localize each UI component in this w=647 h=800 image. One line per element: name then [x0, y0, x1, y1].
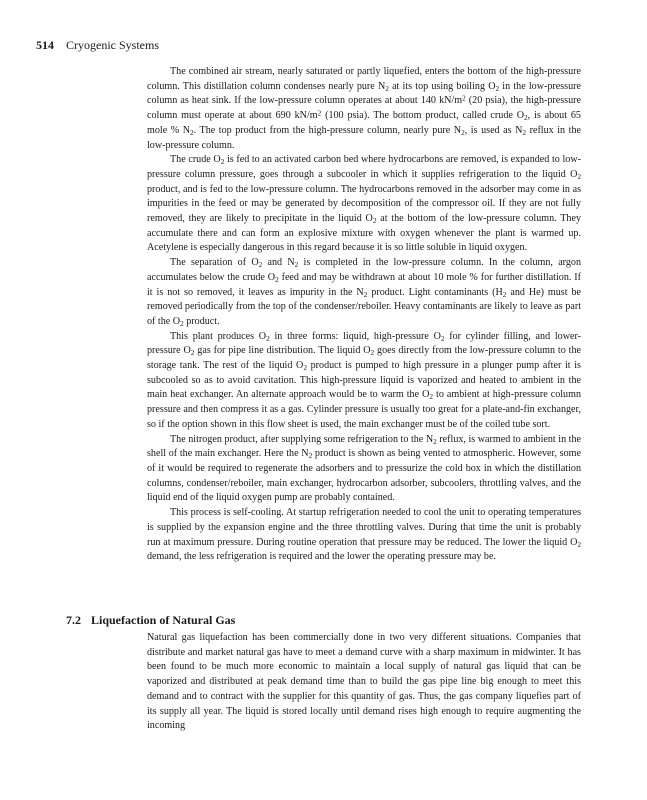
subscript: 2	[190, 128, 194, 137]
paragraph	[147, 65, 581, 153]
text-run: at its top using boiling O	[388, 80, 496, 92]
subscript: 2	[524, 113, 528, 122]
paragraph	[147, 153, 581, 256]
superscript: 2	[462, 94, 466, 103]
paragraph	[147, 256, 581, 330]
text-run: reflux, is warmed to ambient in the shell of the main exchanger. Here the N	[147, 433, 582, 460]
text-run: and N	[262, 257, 295, 269]
subscript: 2	[370, 349, 375, 358]
subscript: 2	[385, 84, 389, 93]
text-run: , is used as N	[464, 124, 523, 136]
text-run: (100 psia). The bottom product, called crude O	[321, 110, 524, 122]
text-run: This plant produces O	[170, 330, 267, 342]
text-run: The separation of O	[170, 257, 259, 269]
subscript: 2	[266, 334, 270, 343]
subscript: 2	[522, 128, 527, 137]
text-run: in three forms: liquid, high-pressure O	[269, 330, 441, 342]
paragraph	[147, 330, 581, 433]
text-run: to ambient at high-pressure column pressure and then compress it as a gas. Cylinder pressure is usually too great for a plate-and-fin exchanger, so if the option shown in this flow sheet is used, the main exchanger must be of the coiled tube sort.	[147, 389, 581, 430]
subscript: 2	[502, 290, 507, 299]
text-run: product. Light contaminants (H	[367, 286, 503, 298]
subscript: 2	[429, 393, 434, 402]
subscript: 2	[180, 319, 184, 328]
subscript: 2	[258, 260, 263, 269]
section-number: 7.2	[66, 613, 81, 627]
subscript: 2	[294, 260, 299, 269]
text-run: product, and is fed to the low-pressure column. The hydrocarbons removed in the adsorber may come in as impurities in the feed or may be generated by decomposition of the compressor oil. If they are not fully removed, they are likely to precipitate in the liquid O	[147, 183, 581, 225]
text-run: in the low-pressure column as heat sink. If the low-pressure column operates at about 140 kN/m	[147, 80, 581, 107]
subscript: 2	[440, 334, 445, 343]
subscript: 2	[577, 540, 581, 549]
text-run: The nitrogen product, after supplying some refrigeration to the N	[170, 433, 434, 445]
text-run: goes directly from the low-pressure column to the storage tank. The rest of the liquid O	[147, 345, 581, 372]
text-run: and He) must be removed periodically from the top of the condenser/reboiler. Heavy contaminants are likely to leave as part of the O	[147, 286, 581, 327]
subscript: 2	[190, 349, 195, 358]
text-run: is completed in the low-pressure column. In the column, argon accumulates below the crude O	[147, 257, 581, 283]
section-heading	[66, 612, 586, 628]
text-run: demand, the less refrigeration is required and the lower the operating pressure may be.	[147, 551, 496, 563]
subscript: 2	[372, 216, 377, 225]
subscript: 2	[433, 437, 437, 446]
running-title: Cryogenic Systems	[66, 38, 159, 52]
text-run: reflux in the low-pressure column.	[147, 124, 581, 151]
subscript: 2	[363, 290, 368, 299]
page-number: 514	[36, 38, 54, 52]
text-run: (20 psia), the high-pressure column must operate at about 690 kN/m	[147, 95, 581, 122]
text-run: product is pumped to high pressure in a plunger pump after it is subcooled so as to avoid cavitation. This high-pressure liquid is vaporized and heated to ambient in the main heat exchanger. An alternate approach would be to warm the O	[147, 360, 581, 401]
text-run: for cylinder filling, and lower-pressure O	[147, 330, 581, 357]
section-title: Liquefaction of Natural Gas	[91, 613, 236, 627]
text-run: is fed to an activated carbon bed where hydrocarbons are removed, is expanded to low-pressure column pressure, goes through a subcooler in which it supplies refrigeration to the liquid O	[147, 154, 581, 180]
text-run: product.	[183, 315, 220, 327]
subscript: 2	[308, 452, 313, 461]
text-run: This process is self-cooling. At startup refrigeration needed to cool the unit to operating temperatures is supplied by the expansion engine and the three throttling valves. During that time the unit is probably run at maximum pressure. During routine operation that pressure may be reduced. The lower the liquid O	[147, 507, 581, 548]
text-run: The crude O	[170, 154, 221, 166]
subscript: 2	[577, 172, 581, 181]
paragraph	[147, 433, 581, 507]
text-run: . The top product from the high-pressure column, nearly pure N	[193, 124, 462, 136]
subscript: 2	[275, 275, 279, 284]
text-run: at the bottom of the low-pressure column. They accumulate there and can form an explosive mixture with oxygen whenever the plant is warmed up. Acetylene is especially dangerous in this regard because it is so little soluble in liquid oxygen.	[147, 213, 581, 254]
subscript: 2	[461, 128, 465, 137]
text-run: The combined air stream, nearly saturated or partly liquefied, enters the bottom of the high-pressure column. This distillation column condenses nearly pure N	[147, 66, 581, 92]
subscript: 2	[495, 84, 500, 93]
section-paragraph: Natural gas liquefaction has been commercially done in two very different situations. Companies that distribute and market natural gas have to meet a demand curve with a sharp maximum in midwinter. It has been found to be much more economic to maintain a local supply of natural gas liquid that can be vaporized and distributed at peak demand time than to build the gas pipe line big enough to meet this demand and to contract with the supplier for this quantity of gas. Thus, the gas company liquefies part of its supply all year. The liquid is stored locally until demand rises high enough to require augmenting the incoming	[147, 632, 581, 732]
running-header	[36, 38, 159, 52]
text-run: product is shown as being vented to atmospheric. However, some of it would be required to regenerate the adsorbers and to pressurize the cold box in which the distillation columns, condenser/reboiler, main exchanger, hydrocarbon adsorber, subcoolers, throttling valves, and the liquid end of the liquid oxygen pump are probably contained.	[147, 448, 581, 504]
superscript: 2	[317, 109, 322, 118]
text-run: feed and may be withdrawn at about 10 mole % for further distillation. If it is not so removed, it leaves as impurity in the N	[147, 271, 581, 298]
text-run: gas for pipe line distribution. The liquid O	[194, 345, 371, 357]
body-text	[147, 65, 581, 565]
paragraph	[147, 506, 581, 565]
text-run: , is about 65 mole % N	[147, 110, 581, 136]
section-body	[147, 631, 581, 734]
subscript: 2	[303, 363, 307, 372]
subscript: 2	[220, 158, 225, 167]
